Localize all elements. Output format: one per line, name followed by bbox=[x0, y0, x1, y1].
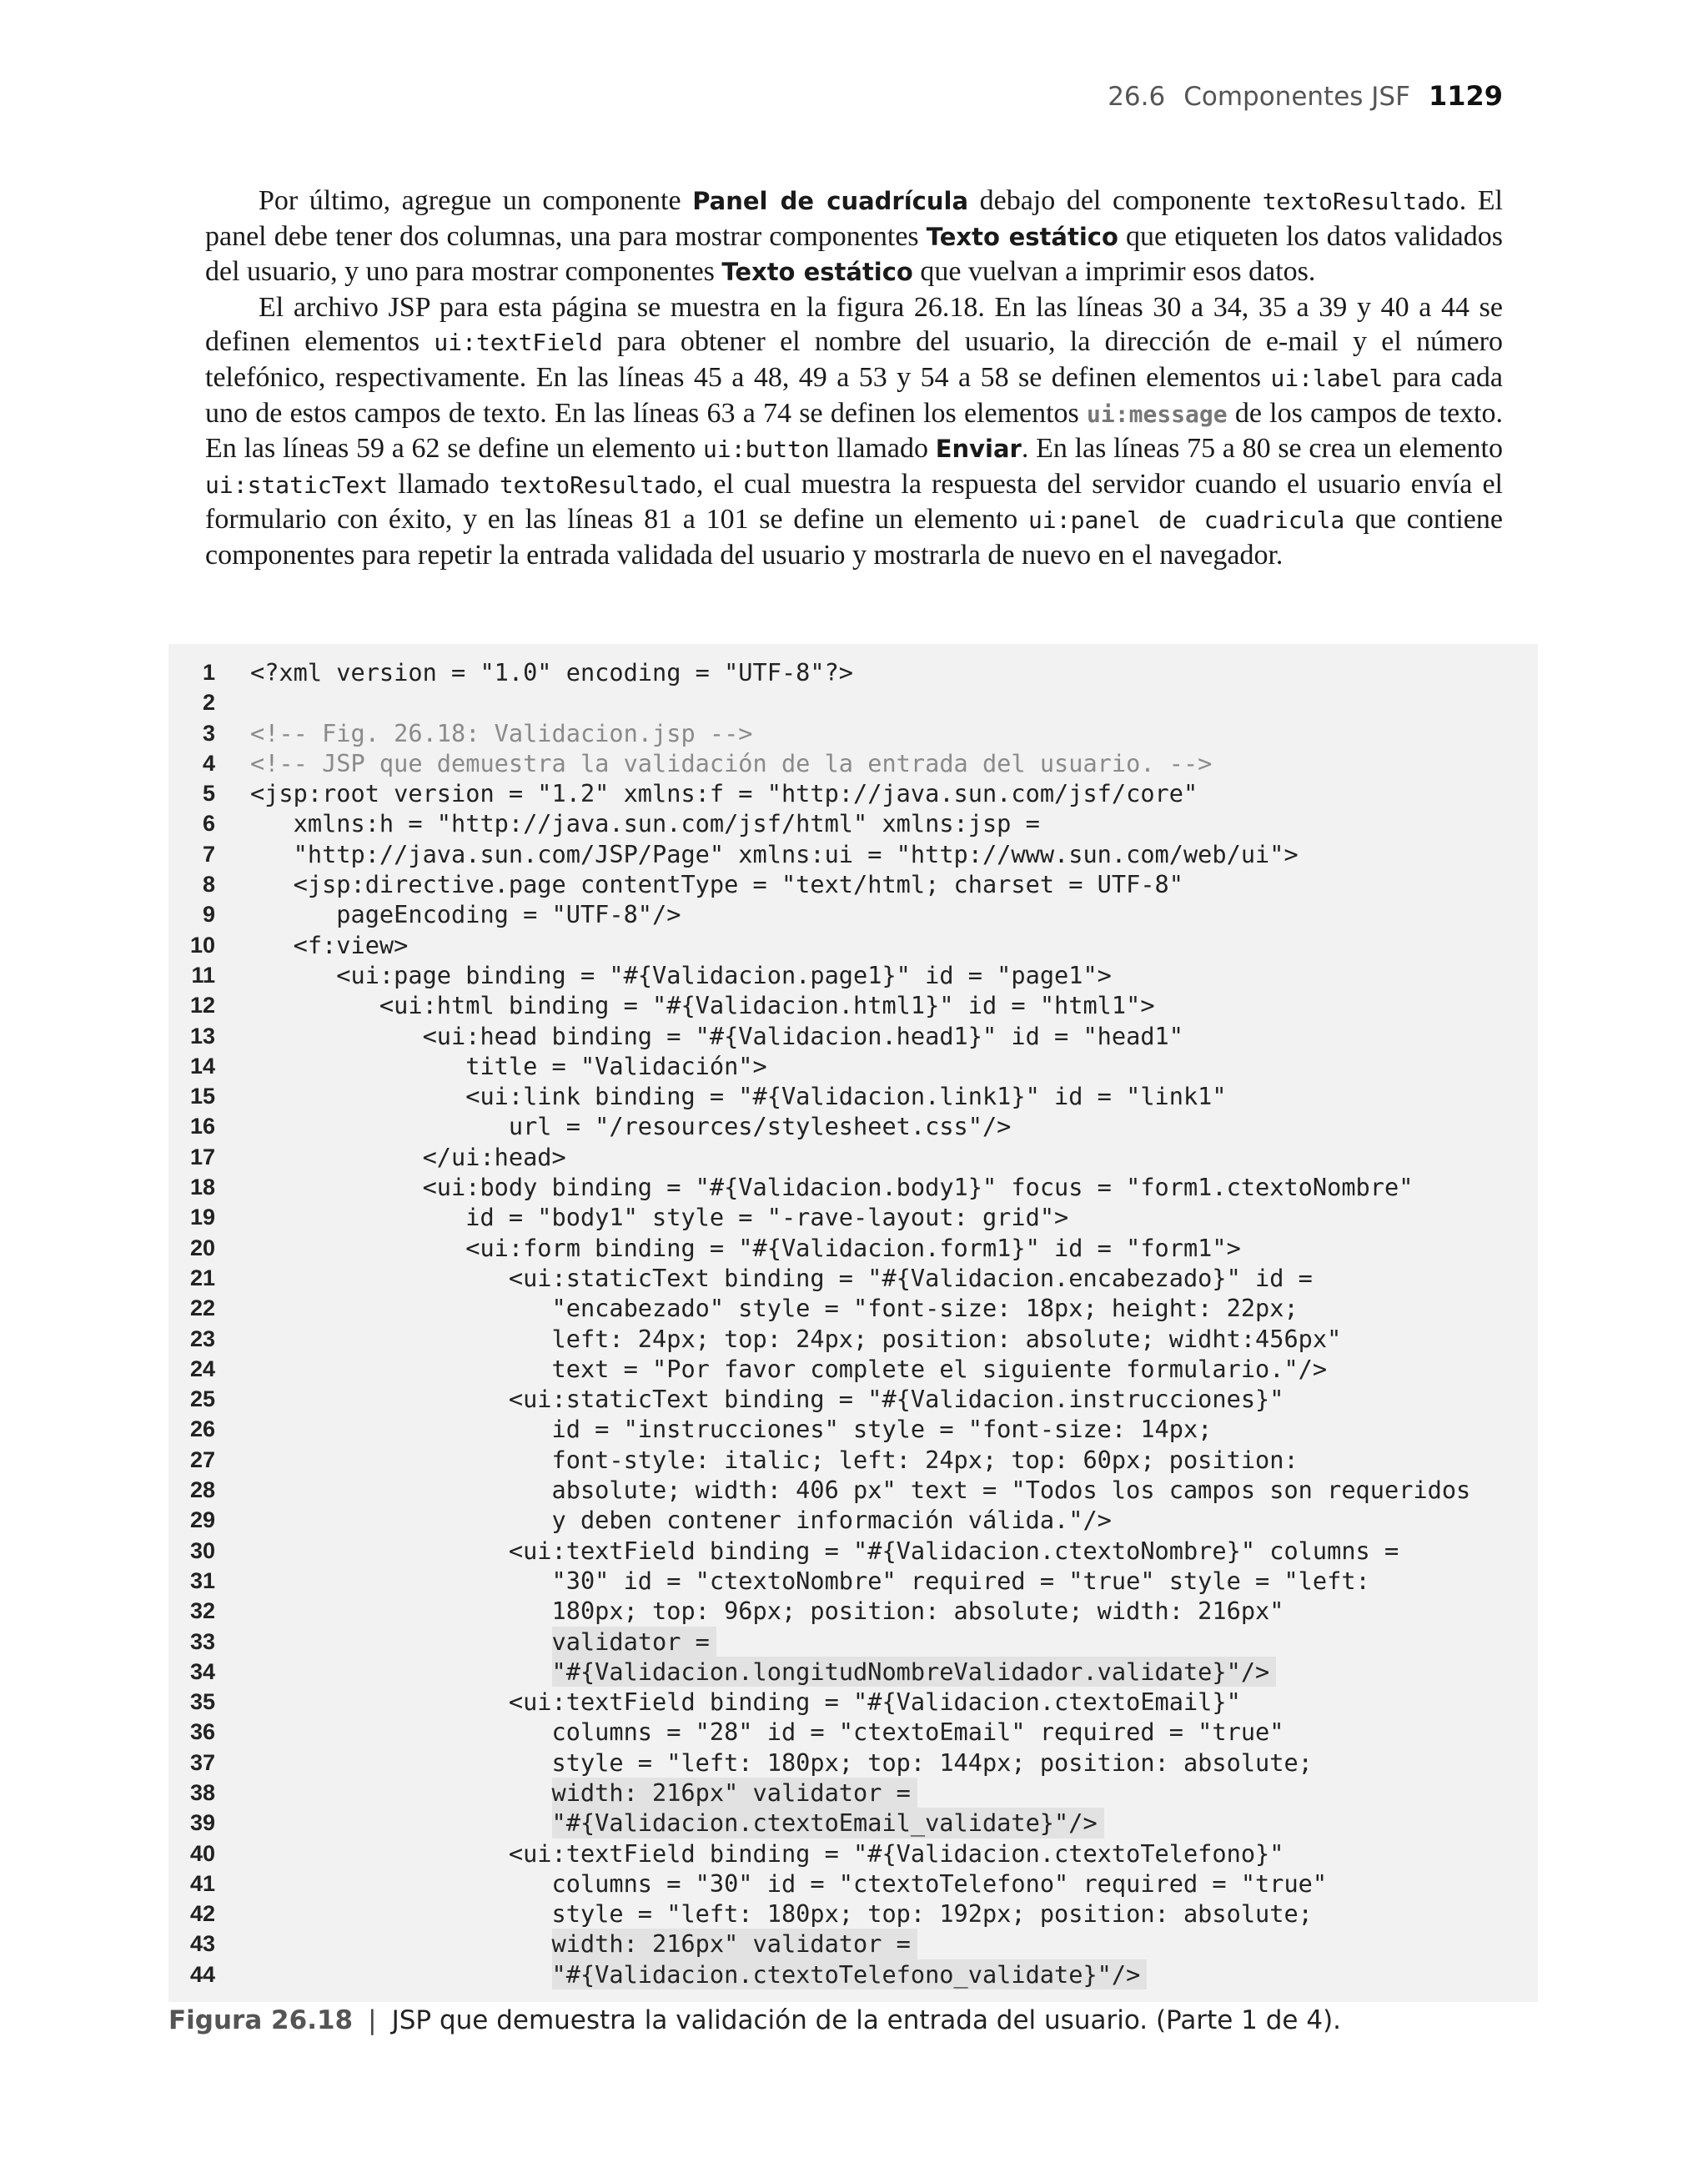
code-text: <ui:textField binding = "#{Validacion.ctextoEmail}" bbox=[250, 1688, 1241, 1717]
line-number: 1 bbox=[202, 660, 215, 685]
text-run: de los campos de texto. En las líneas 59 a 62 se define un elemento bbox=[205, 397, 1503, 465]
code-line bbox=[168, 778, 1538, 808]
caption-text: JSP que demuestra la validación de la entrada del usuario. (Parte 1 de 4). bbox=[391, 2005, 1342, 2035]
code-line bbox=[168, 1202, 1538, 1232]
paragraph-2 bbox=[205, 290, 1503, 573]
code-line bbox=[168, 1808, 1538, 1838]
code-line bbox=[168, 1687, 1538, 1717]
line-number: 43 bbox=[189, 1931, 215, 1957]
code-line bbox=[168, 1354, 1538, 1384]
code-text: <jsp:root version = "1.2" xmlns:f = "http://java.sun.com/jsf/core" bbox=[250, 779, 1198, 808]
code-text: <ui:textField binding = "#{Validacion.ctextoTelefono}" bbox=[250, 1838, 1284, 1868]
line-number: 34 bbox=[189, 1658, 215, 1684]
code-text: <ui:head binding = "#{Validacion.head1}" id = "head1" bbox=[250, 1021, 1183, 1050]
inline-code: ui:label bbox=[1270, 364, 1384, 392]
code-line bbox=[168, 1596, 1538, 1626]
line-indent bbox=[250, 1808, 552, 1838]
ui-term: Enviar bbox=[935, 435, 1022, 464]
code-line bbox=[168, 1899, 1538, 1929]
line-number: 36 bbox=[189, 1719, 215, 1745]
text-run: llamado bbox=[829, 433, 936, 465]
text-run: para cada uno de estos campos de texto. En las líneas 63 a 74 se definen los elementos bbox=[205, 361, 1503, 429]
code-text: columns = "30" id = "ctextoTelefono" required = "true" bbox=[250, 1869, 1328, 1898]
line-number: 42 bbox=[189, 1901, 215, 1927]
line-number: 27 bbox=[189, 1446, 215, 1472]
line-number: 38 bbox=[189, 1779, 215, 1805]
code-text: <ui:page binding = "#{Validacion.page1}" id = "page1"> bbox=[250, 960, 1112, 989]
code-line bbox=[168, 1051, 1538, 1081]
ui-term: Panel de cuadrícula bbox=[692, 187, 969, 215]
line-number: 35 bbox=[189, 1689, 215, 1715]
code-line bbox=[168, 1233, 1538, 1263]
paragraph-1 bbox=[205, 184, 1503, 290]
line-number: 30 bbox=[189, 1537, 215, 1563]
code-line bbox=[168, 1111, 1538, 1141]
code-text: <!-- JSP que demuestra la validación de la entrada del usuario. --> bbox=[250, 748, 1213, 777]
inline-code: ui:button bbox=[703, 435, 830, 464]
code-text: style = "left: 180px; top: 192px; position: absolute; bbox=[250, 1899, 1313, 1929]
code-line bbox=[168, 1384, 1538, 1414]
highlighted-code-text: validator = bbox=[552, 1627, 716, 1657]
line-number: 4 bbox=[202, 750, 215, 776]
code-line bbox=[168, 1414, 1538, 1444]
highlighted-code-text: "#{Validacion.ctextoEmail_validate}"/> bbox=[552, 1808, 1104, 1838]
code-line bbox=[168, 1293, 1538, 1323]
code-listing bbox=[168, 644, 1538, 2002]
body-text bbox=[205, 184, 1503, 573]
text-run: , el cual muestra la respuesta del servidor cuando el usuario envía el formulario con éxito, y en las líneas 81 a 101 se define un elemento bbox=[205, 468, 1503, 536]
line-number: 29 bbox=[189, 1507, 215, 1533]
line-number: 9 bbox=[202, 902, 215, 928]
line-number: 24 bbox=[189, 1356, 215, 1381]
text-run: El archivo JSP para esta página se muestra en la figura 26.18. En las líneas 30 a 34, 35 a 39 y 40 a 44 se definen elementos bbox=[205, 291, 1503, 358]
figure-label: Figura 26.18 bbox=[168, 2005, 354, 2035]
code-text: <ui:staticText binding = "#{Validacion.instrucciones}" bbox=[250, 1385, 1284, 1414]
ui-term: Texto estático bbox=[721, 258, 913, 287]
highlighted-code-text: width: 216px" validator = bbox=[552, 1778, 917, 1808]
line-number: 8 bbox=[202, 872, 215, 898]
code-line bbox=[168, 899, 1538, 929]
line-number: 39 bbox=[189, 1810, 215, 1836]
section-title: Componentes JSF bbox=[1183, 82, 1410, 112]
code-line bbox=[168, 990, 1538, 1020]
line-number: 16 bbox=[189, 1114, 215, 1139]
line-number: 7 bbox=[202, 841, 215, 867]
line-number: 32 bbox=[189, 1598, 215, 1624]
text-run: . El panel debe tener dos columnas, una para mostrar componentes bbox=[205, 185, 1503, 252]
code-line bbox=[168, 1536, 1538, 1566]
code-text: text = "Por favor complete el siguiente formulario."/> bbox=[250, 1354, 1328, 1383]
line-indent bbox=[250, 1657, 552, 1687]
ui-term: Texto estático bbox=[926, 222, 1118, 251]
code-line bbox=[168, 687, 1538, 717]
line-number: 40 bbox=[189, 1840, 215, 1866]
line-number: 37 bbox=[189, 1749, 215, 1775]
text-run: . En las líneas 75 a 80 se crea un elemento bbox=[1021, 433, 1503, 465]
line-number: 3 bbox=[202, 720, 215, 746]
code-text: <ui:html binding = "#{Validacion.html1}" id = "html1"> bbox=[250, 991, 1155, 1020]
code-line bbox=[168, 1778, 1538, 1808]
code-line bbox=[168, 960, 1538, 990]
code-line bbox=[168, 1869, 1538, 1899]
code-text: <ui:staticText binding = "#{Validacion.encabezado}" id = bbox=[250, 1263, 1313, 1292]
line-number: 26 bbox=[189, 1416, 215, 1442]
code-text: <jsp:directive.page contentType = "text/html; charset = UTF-8" bbox=[250, 870, 1183, 899]
line-number: 31 bbox=[189, 1567, 215, 1593]
code-text: <ui:form binding = "#{Validacion.form1}" id = "form1"> bbox=[250, 1233, 1241, 1262]
text-run: que contiene componentes para repetir la entrada validada del usuario y mostrarla de nuevo en el navegador. bbox=[205, 504, 1503, 571]
line-number: 19 bbox=[189, 1205, 215, 1230]
page-number: 1129 bbox=[1428, 80, 1503, 112]
code-line bbox=[168, 1505, 1538, 1535]
line-number: 41 bbox=[189, 1870, 215, 1896]
line-number: 14 bbox=[189, 1053, 215, 1079]
line-indent bbox=[250, 1929, 552, 1959]
code-line bbox=[168, 1142, 1538, 1172]
caption-separator: | bbox=[368, 2005, 377, 2035]
code-text: columns = "28" id = "ctextoEmail" required = "true" bbox=[250, 1718, 1284, 1747]
line-indent bbox=[250, 1959, 552, 1989]
highlighted-code-text: width: 216px" validator = bbox=[552, 1929, 917, 1959]
code-line bbox=[168, 1959, 1538, 1989]
code-line bbox=[168, 1566, 1538, 1596]
inline-code: ui:textField bbox=[434, 329, 603, 357]
code-text: <ui:textField binding = "#{Validacion.ctextoNombre}" columns = bbox=[250, 1536, 1399, 1565]
text-run: Por último, agregue un componente bbox=[259, 185, 693, 216]
text-run: llamado bbox=[388, 468, 500, 500]
code-line bbox=[168, 1475, 1538, 1505]
running-header bbox=[1108, 80, 1503, 112]
code-lines bbox=[168, 657, 1538, 1989]
section-number: 26.6 bbox=[1108, 82, 1166, 112]
code-text: "encabezado" style = "font-size: 18px; height: 22px; bbox=[250, 1294, 1299, 1323]
line-number: 5 bbox=[202, 781, 215, 807]
line-number: 2 bbox=[202, 690, 215, 716]
code-line bbox=[168, 1657, 1538, 1687]
code-text: absolute; width: 406 px" text = "Todos los campos son requeridos bbox=[250, 1476, 1471, 1505]
line-number: 18 bbox=[189, 1175, 215, 1200]
code-text: id = "instrucciones" style = "font-size: 14px; bbox=[250, 1415, 1213, 1444]
code-line bbox=[168, 1748, 1538, 1778]
text-run: debajo del componente bbox=[968, 185, 1263, 216]
code-text: id = "body1" style = "-rave-layout: grid"> bbox=[250, 1203, 1069, 1232]
code-text: <f:view> bbox=[250, 930, 409, 959]
code-text: </ui:head> bbox=[250, 1142, 566, 1171]
code-text: url = "/resources/stylesheet.css"/> bbox=[250, 1112, 1012, 1141]
code-line bbox=[168, 1445, 1538, 1475]
line-number: 20 bbox=[189, 1235, 215, 1260]
code-text: xmlns:h = "http://java.sun.com/jsf/html" xmlns:jsp = bbox=[250, 809, 1040, 838]
line-number: 13 bbox=[189, 1023, 215, 1049]
figure-caption bbox=[168, 2005, 1341, 2035]
line-number: 6 bbox=[202, 811, 215, 837]
line-number: 22 bbox=[189, 1295, 215, 1321]
line-number: 28 bbox=[189, 1477, 215, 1503]
line-number: 15 bbox=[189, 1084, 215, 1109]
code-text: <!-- Fig. 26.18: Validacion.jsp --> bbox=[250, 718, 753, 747]
code-text: font-style: italic; left: 24px; top: 60px; position: bbox=[250, 1445, 1299, 1474]
code-line bbox=[168, 718, 1538, 748]
text-run: para obtener el nombre del usuario, la dirección de e-mail y el número telefónico, respectivamente. En las líneas 45 a 48, 49 a 53 y 54 a 58 se definen elementos bbox=[205, 326, 1503, 393]
highlighted-code-text: "#{Validacion.ctextoTelefono_validate}"/> bbox=[552, 1959, 1148, 1989]
code-line bbox=[168, 1021, 1538, 1051]
code-line bbox=[168, 839, 1538, 869]
code-line bbox=[168, 930, 1538, 960]
line-number: 17 bbox=[189, 1144, 215, 1169]
code-text: pageEncoding = "UTF-8"/> bbox=[250, 900, 681, 929]
inline-code: textoResultado bbox=[499, 470, 696, 499]
line-number: 25 bbox=[189, 1386, 215, 1412]
line-number: 33 bbox=[189, 1628, 215, 1654]
highlighted-code-text: "#{Validacion.longitudNombreValidador.validate}"/> bbox=[552, 1657, 1277, 1687]
code-text: title = "Validación"> bbox=[250, 1051, 767, 1080]
line-number: 23 bbox=[189, 1325, 215, 1351]
line-indent bbox=[250, 1627, 552, 1657]
code-text: "30" id = "ctextoNombre" required = "true" style = "left: bbox=[250, 1566, 1370, 1595]
code-line bbox=[168, 657, 1538, 687]
line-indent bbox=[250, 1778, 552, 1808]
text-run: que etiqueten los datos validados del usuario, y uno para mostrar componentes bbox=[205, 220, 1503, 288]
code-line bbox=[168, 1929, 1538, 1959]
code-text: <ui:link binding = "#{Validacion.link1}" id = "link1" bbox=[250, 1082, 1227, 1111]
code-line bbox=[168, 1627, 1538, 1657]
code-line bbox=[168, 869, 1538, 899]
line-number: 21 bbox=[189, 1265, 215, 1290]
inline-code: ui:panel de cuadricula bbox=[1028, 506, 1345, 535]
line-number: 11 bbox=[191, 962, 215, 988]
inline-code: ui:message bbox=[1087, 400, 1228, 428]
line-number: 10 bbox=[189, 932, 215, 958]
code-text: <?xml version = "1.0" encoding = "UTF-8"?> bbox=[250, 658, 854, 687]
code-text: style = "left: 180px; top: 144px; position: absolute; bbox=[250, 1748, 1313, 1777]
inline-code: ui:staticText bbox=[205, 470, 389, 499]
code-line bbox=[168, 808, 1538, 838]
code-line bbox=[168, 1263, 1538, 1293]
code-line bbox=[168, 1838, 1538, 1869]
code-line bbox=[168, 748, 1538, 778]
code-text: 180px; top: 96px; position: absolute; width: 216px" bbox=[250, 1597, 1284, 1626]
text-run: que vuelvan a imprimir esos datos. bbox=[912, 256, 1316, 288]
code-text: y deben contener información válida."/> bbox=[250, 1506, 1112, 1535]
code-text: "http://java.sun.com/JSP/Page" xmlns:ui = "http://www.sun.com/web/ui"> bbox=[250, 839, 1299, 868]
code-line bbox=[168, 1324, 1538, 1354]
inline-code: textoResultado bbox=[1262, 188, 1459, 215]
code-line bbox=[168, 1172, 1538, 1202]
line-number: 12 bbox=[189, 993, 215, 1019]
code-line bbox=[168, 1081, 1538, 1111]
code-line bbox=[168, 1717, 1538, 1747]
code-text: <ui:body binding = "#{Validacion.body1}" focus = "form1.ctextoNombre" bbox=[250, 1173, 1414, 1202]
code-text: left: 24px; top: 24px; position: absolute; widht:456px" bbox=[250, 1324, 1342, 1353]
line-number: 44 bbox=[189, 1961, 215, 1987]
